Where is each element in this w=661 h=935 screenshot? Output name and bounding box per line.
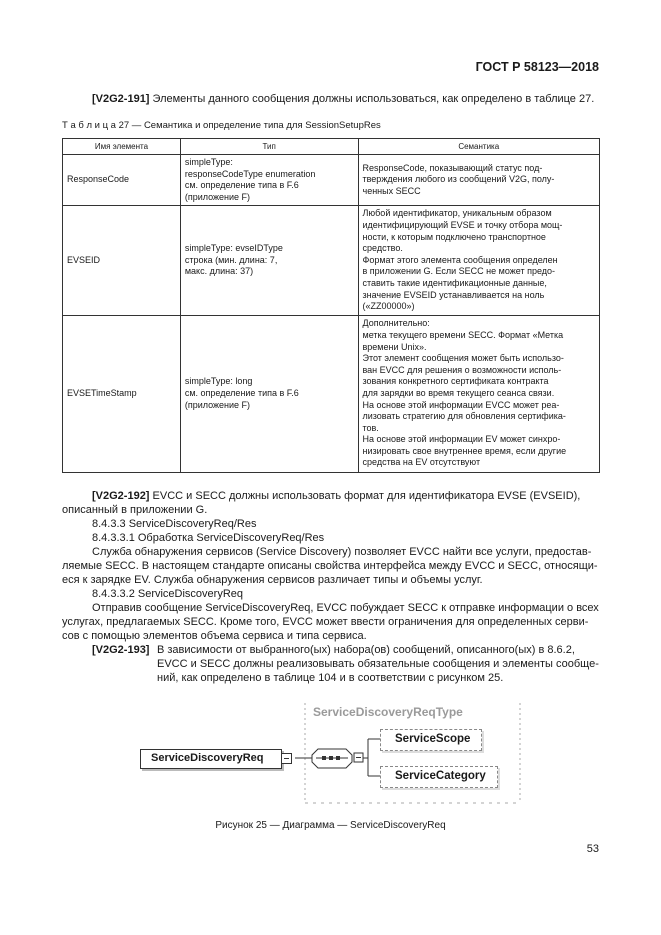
standard-header: ГОСТ Р 58123—2018: [475, 60, 599, 74]
cell-type: [180, 206, 358, 315]
cell-name: EVSEID: [63, 206, 181, 315]
sem-line: зования конкретного сертификата контракта: [362, 376, 549, 387]
type-line: simpleType: long: [184, 376, 253, 387]
table-caption: [62, 120, 381, 131]
header-name: Имя элемента: [63, 139, 181, 155]
sem-line: средство.: [362, 243, 403, 254]
type-line: simpleType: evseIDType: [184, 243, 283, 254]
type-line: (приложение F): [184, 191, 251, 202]
sem-line: Формат этого элемента сообщения определен: [362, 254, 558, 265]
diagram-type-label: ServiceDiscoveryReqType: [313, 705, 463, 719]
sem-line: («ZZ00000»): [362, 301, 415, 312]
sem-line: низировать свое внутреннее время, если другие: [362, 445, 567, 456]
semantics-table: [62, 138, 600, 473]
sem-line: Дополнительно:: [362, 318, 430, 329]
type-line: строка (мин. длина: 7,: [184, 254, 278, 265]
table-row: [63, 315, 600, 472]
sem-line: ченных SECC: [362, 185, 421, 196]
sem-line: идентифицирующий EVSE и точку отбора мощ-: [362, 219, 563, 230]
figure-caption: Рисунок 25 — Диаграмма — ServiceDiscoveryReq: [215, 820, 446, 831]
diagram: [140, 695, 525, 807]
para-3-line: Отправив сообщение ServiceDiscoveryReq, EVCC побуждает SECC к отправке информации о всех: [92, 602, 599, 614]
sem-line: ван EVCC для решения о возможности исполь-: [362, 364, 562, 375]
sem-line: На основе этой информации EV может синхро-: [362, 434, 561, 445]
child-element-scope: [380, 729, 482, 751]
type-line: simpleType:: [184, 157, 233, 167]
type-line: макс. длина: 37): [184, 266, 254, 277]
para-3-line: услугах, предлагаемых SECC. Кроме того, EVCC может ввести ограничения для определенных серви-: [62, 616, 589, 628]
child-element-category: [380, 766, 498, 788]
para-2-line: еся к зарядке EV. Служба обнаружения сервисов различает типы и объемы услуг.: [62, 574, 483, 586]
sem-line: в приложении G. Если SECC не может предо-: [362, 266, 556, 277]
sem-line: значение EVSEID устанавливается на ноль: [362, 289, 545, 300]
para-2-line: Служба обнаружения сервисов (Service Discovery) позволяет EVCC найти все услуги, предостав-: [92, 546, 592, 558]
req-id-192: [V2G2-192]: [92, 490, 150, 502]
cell-semantics: [358, 206, 600, 315]
type-line: см. определение типа в F.6: [184, 180, 299, 191]
header-semantics: Семантика: [358, 139, 600, 155]
sem-line: средства на EV отсутствуют: [362, 457, 481, 468]
type-line: responseCodeType enumeration: [184, 168, 316, 179]
sem-line: лизовать стратегию для обновления сертифика-: [362, 411, 566, 422]
table-caption-text: 27 — Семантика и определение типа для SessionSetupRes: [115, 120, 381, 131]
para-192-text: EVCC и SECC должны использовать формат для идентификатора EVSE (EVSEID),: [149, 490, 581, 502]
sem-line: Любой идентификатор, уникальным образом: [362, 208, 552, 219]
sem-line: Этот элемент сообщения может быть использо-: [362, 353, 564, 364]
sem-line: ResponseCode, показывающий статус под-: [362, 162, 543, 173]
sem-line: метка текущего времени SECC. Формат «Метка: [362, 329, 564, 340]
para-192-cont: описанный в приложении G.: [62, 504, 208, 516]
collapse-minus-icon: [281, 753, 292, 764]
para-4-line: EVCC и SECC должны реализовывать обязательные сообщения и элементы сообще-: [157, 658, 599, 670]
cell-name: EVSETimeStamp: [63, 315, 181, 472]
child-category-label: ServiceCategory: [395, 770, 486, 782]
para-4-line: ний, как определено в таблице 104 и в соответствии с рисунком 25.: [157, 672, 504, 684]
sem-line: тов.: [362, 422, 379, 433]
page-number: 53: [586, 843, 599, 855]
cell-type: [180, 315, 358, 472]
type-line: см. определение типа в F.6: [184, 387, 299, 398]
cell-type: [180, 155, 358, 206]
sem-line: ности, к которым подключено транспортное: [362, 231, 546, 242]
intro-text: Элементы данного сообщения должны использоваться, как определено в таблице 27.: [149, 93, 595, 105]
table-row: [63, 206, 600, 315]
cell-name: ResponseCode: [63, 155, 181, 206]
table-row: [63, 155, 600, 206]
sem-line: На основе этой информации EVCC может реа-: [362, 399, 560, 410]
cell-semantics: [358, 315, 600, 472]
header-type: Тип: [180, 139, 358, 155]
type-line: (приложение F): [184, 399, 251, 410]
heading-8-4-3-3-1: 8.4.3.3.1 Обработка ServiceDiscoveryReq/Res: [92, 532, 325, 544]
req-id-191: [V2G2-191]: [92, 93, 150, 105]
heading-8-4-3-3-2: 8.4.3.3.2 ServiceDiscoveryReq: [92, 588, 244, 600]
table-header-row: [63, 139, 600, 155]
para-2-line: ляемые SECC. В настоящем стандарте описаны свойства интерфейса между EVCC и SECC, относящи-: [62, 560, 598, 572]
root-element-box: [140, 749, 282, 769]
heading-8-4-3-3: 8.4.3.3 ServiceDiscoveryReq/Res: [92, 518, 257, 530]
intro-paragraph: [92, 92, 594, 107]
root-element-label: ServiceDiscoveryReq: [151, 752, 264, 764]
sem-line: тверждения любого из сообщений V2G, полу-: [362, 174, 555, 185]
para-192: [92, 489, 599, 504]
table-caption-prefix: Т а б л и ц а: [62, 120, 116, 131]
req-id-193: [V2G2-193]: [92, 644, 150, 656]
para-4-line: В зависимости от выбранного(ых) набора(ов) сообщений, описанного(ых) в 8.6.2,: [157, 644, 575, 656]
para-3-line: сов с помощью элементов объема сервиса и типа сервиса.: [62, 630, 367, 642]
sem-line: ставить такие идентификационные данные,: [362, 277, 547, 288]
cell-semantics: [358, 155, 600, 206]
sem-line: для зарядки во время текущего сеанса связи.: [362, 387, 555, 398]
child-scope-label: ServiceScope: [395, 733, 471, 745]
sem-line: времени Unix».: [362, 341, 427, 352]
